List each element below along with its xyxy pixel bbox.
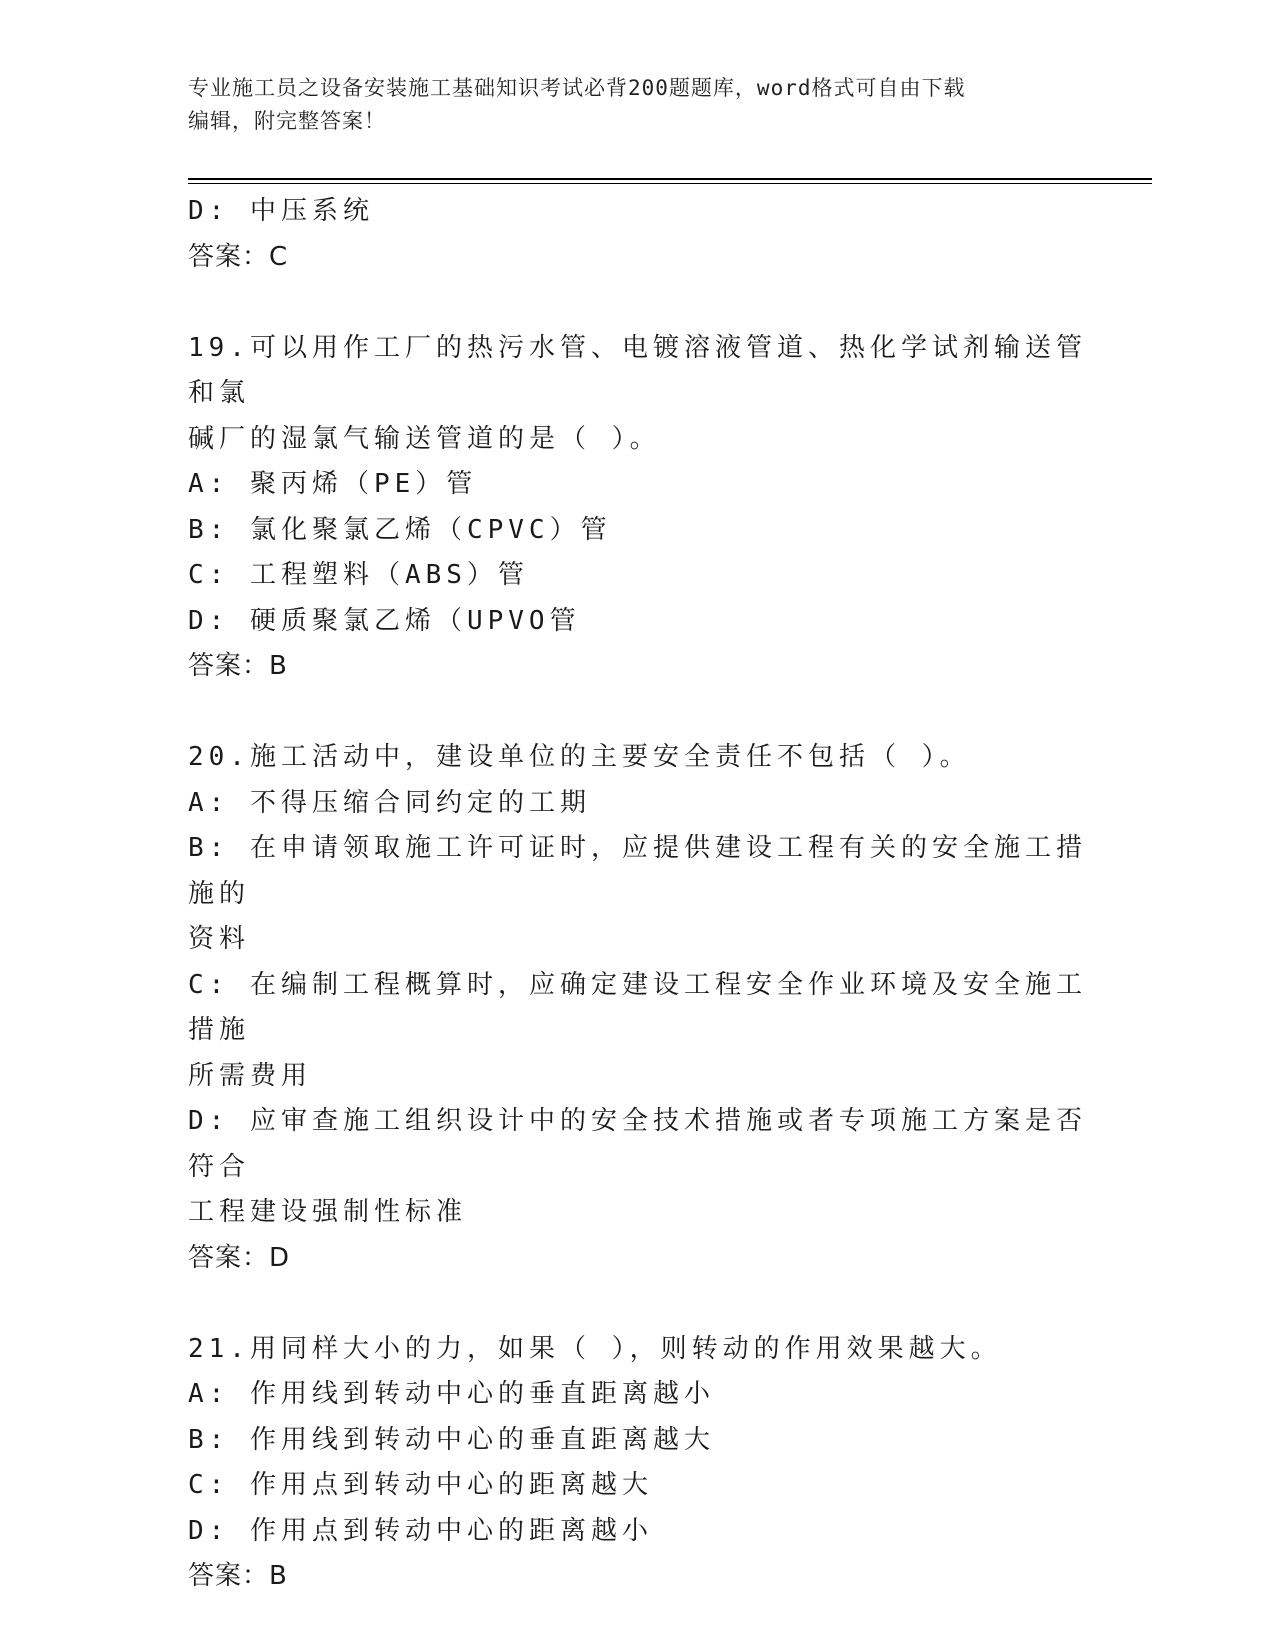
question-20 [188,735,1088,1281]
spacer [188,280,1088,326]
question-stem: 19.可以用作工厂的热污水管、电镀溶液管道、热化学试剂输送管和氯 [188,332,1087,408]
option-a: A: 作用线到转动中心的垂直距离越小 [188,1379,715,1409]
header-line-1: 专业施工员之设备安装施工基础知识考试必背200题题库，word格式可自由下载 [188,76,966,100]
option-d: D: 作用点到转动中心的距离越小 [188,1515,653,1546]
option-d: D: 中压系统 [188,196,374,226]
spacer [188,690,1088,736]
option-c: C: 作用点到转动中心的距离越大 [188,1470,653,1500]
answer-line: 答案：D [188,1242,291,1273]
answer-line: 答案：C [188,241,289,272]
option-d-continued: 工程建设强制性标准 [188,1197,468,1227]
option-b-continued: 资料 [188,924,251,954]
header-line-2: 编辑，附完整答案！ [188,109,386,133]
option-c: C: 在编制工程概算时，应确定建设工程安全作业环境及安全施工措施 [188,969,1087,1045]
spacer [188,1281,1088,1327]
question-stem-continued: 碱厂的湿氯气输送管道的是（ ）。 [188,423,661,454]
option-a: A: 聚丙烯（PE）管 [188,469,478,499]
option-d: D: 硬质聚氯乙烯（UPVO管 [188,605,581,636]
option-c-continued: 所需费用 [188,1060,313,1091]
option-b: B: 作用线到转动中心的垂直距离越大 [188,1424,715,1455]
question-stem: 20.施工活动中，建设单位的主要安全责任不包括（ ）。 [188,742,971,772]
option-b: B: 氯化聚氯乙烯（CPVC）管 [188,514,612,545]
document-header [188,72,1088,138]
header-divider-thick [188,178,1152,180]
header-divider-thin [188,183,1152,184]
question-stem: 21.用同样大小的力，如果（ ），则转动的作用效果越大。 [188,1333,1002,1364]
option-a: A: 不得压缩合同约定的工期 [188,787,591,818]
option-c: C: 工程塑料（ABS）管 [188,560,529,590]
answer-line: 答案：B [188,651,288,681]
option-b: B: 在申请领取施工许可证时，应提供建设工程有关的安全施工措施的 [188,833,1087,909]
answer-line: 答案：B [188,1561,288,1591]
previous-question-tail [188,189,1088,280]
question-19 [188,326,1088,690]
question-21 [188,1327,1088,1600]
option-d: D: 应审查施工组织设计中的安全技术措施或者专项施工方案是否符合 [188,1106,1087,1182]
question-content [188,189,1088,1600]
